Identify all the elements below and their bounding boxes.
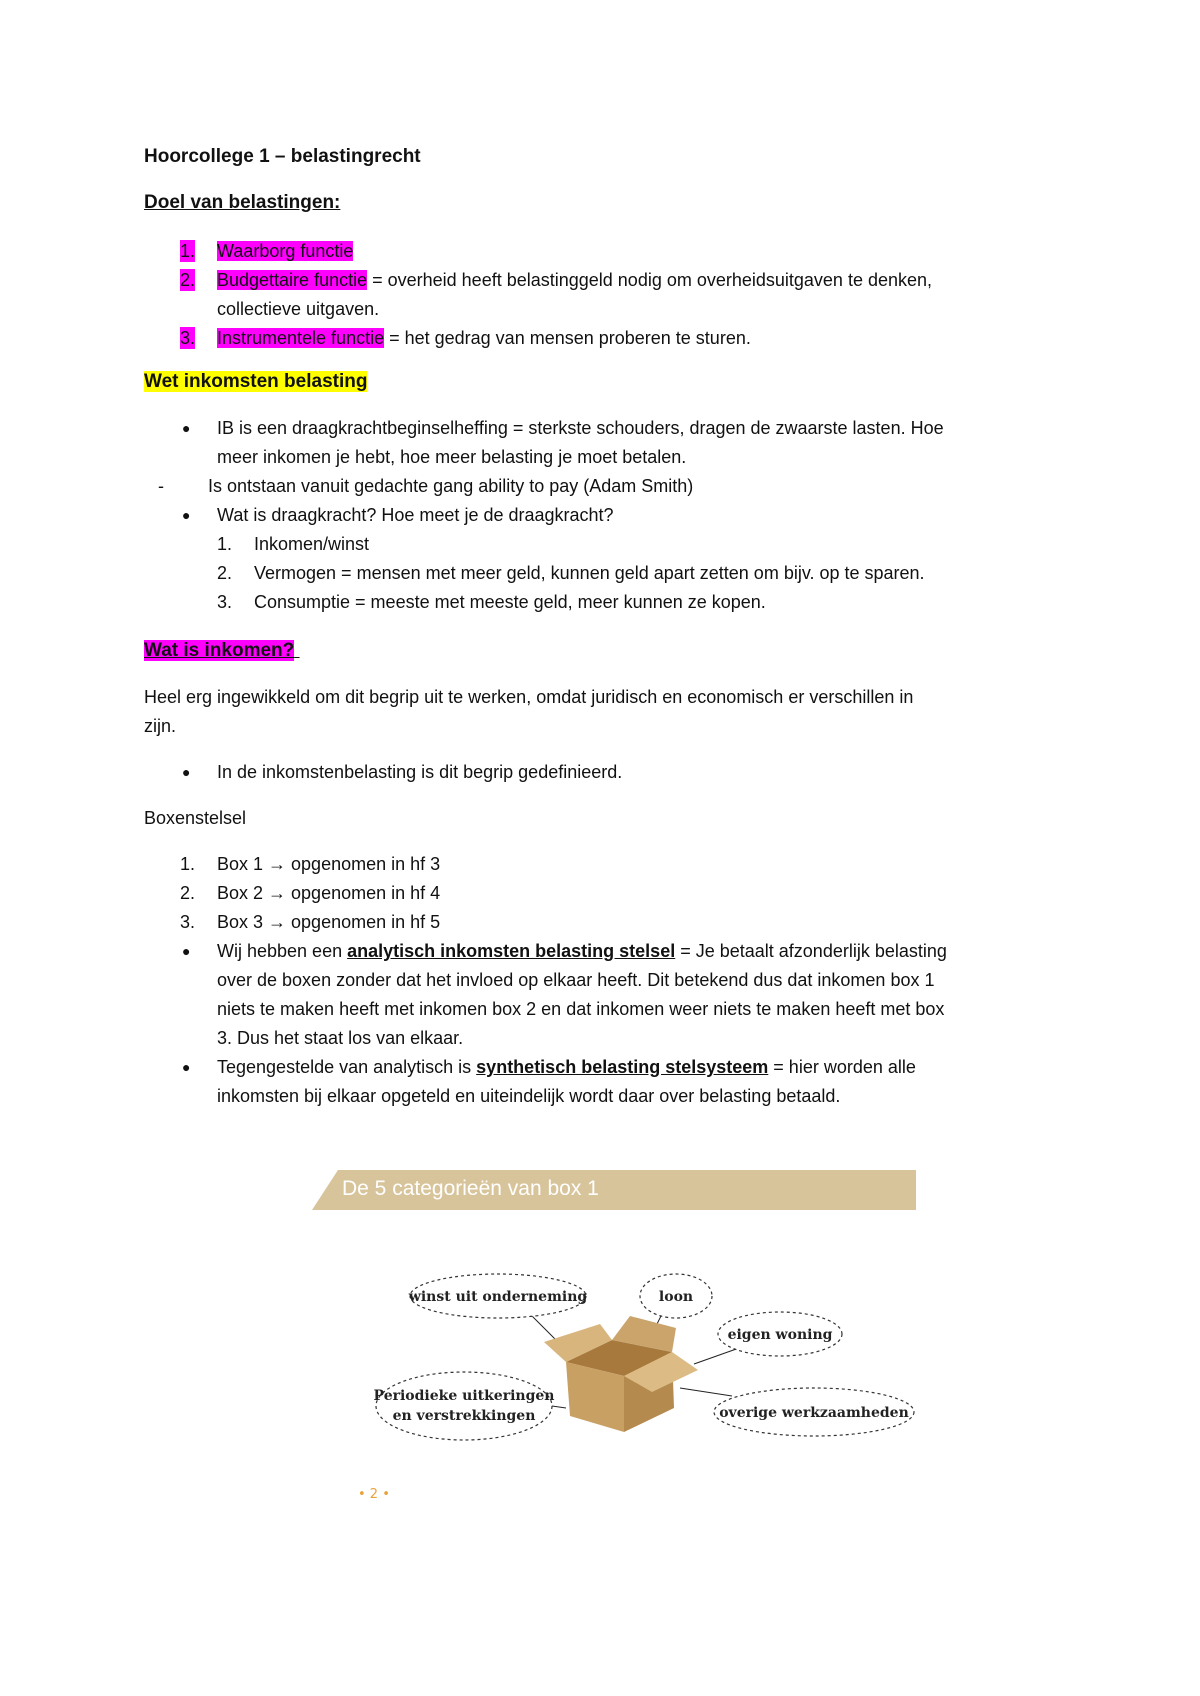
wet-sub-1-number: 1. <box>217 534 233 554</box>
doel-item-1-label: Waarborg functie <box>217 241 354 261</box>
boxen-item-3: Box 3 → opgenomen in hf 5 <box>217 912 441 932</box>
figure-diagram <box>312 1170 920 1510</box>
bubble-periodiek <box>374 1372 555 1440</box>
boxen-bullet-2-line-2: inkomsten bij elkaar opgeteld en uiteindelijk wordt daar over belasting betaald. <box>217 1086 841 1106</box>
inkomen-paragraph-line-2: zijn. <box>144 716 177 736</box>
bubble-woning <box>718 1312 842 1356</box>
inkomen-paragraph-line-1: Heel erg ingewikkeld om dit begrip uit te werken, omdat juridisch en economisch er verschillen in <box>144 687 914 707</box>
figure-title: De 5 categorieën van box 1 <box>342 1177 599 1200</box>
bubble-woning-text: eigen woning <box>727 1327 833 1343</box>
dash-mark: - <box>158 476 164 496</box>
doel-item-2 <box>217 269 932 291</box>
bubble-periodiek-text-1: Periodieke uitkeringen <box>373 1388 555 1404</box>
wet-bullet-1-line-2: meer inkomen je hebt, hoe meer belasting je moet betalen. <box>217 447 687 467</box>
wet-sub-3: Consumptie = meeste met meeste geld, meer kunnen ze kopen. <box>254 592 766 612</box>
doel-item-1-number: 1. <box>180 241 196 261</box>
doel-heading: Doel van belastingen: <box>144 192 341 213</box>
bubble-overige <box>714 1388 914 1436</box>
boxen-item-3-number: 3. <box>180 912 196 932</box>
page-title: Hoorcollege 1 – belastingrecht <box>144 146 421 167</box>
slide-page-number: • 2 • <box>358 1487 390 1502</box>
boxen-item-2-number: 2. <box>180 883 196 903</box>
wet-sub-2: Vermogen = mensen met meer geld, kunnen geld apart zetten om bijv. op te sparen. <box>254 563 925 583</box>
boxen-bullet-1-line-3: niets te maken heeft met inkomen box 2 en dat inkomen weer niets te maken heeft met box <box>217 999 945 1019</box>
doel-item-3-rest: = het gedrag van mensen proberen te sturen. <box>384 328 751 348</box>
doel-item-3 <box>217 327 751 349</box>
doel-item-3-number: 3. <box>180 328 196 348</box>
boxen-bullet-1-line-1 <box>217 940 947 962</box>
wet-bullet-1-line-1: IB is een draagkrachtbeginselheffing = sterkste schouders, dragen de zwaarste lasten. Hoe <box>217 418 944 438</box>
bullet-icon: ● <box>182 420 191 436</box>
boxen-item-1: Box 1 → opgenomen in hf 3 <box>217 854 441 874</box>
doel-item-2-number: 2. <box>180 270 196 290</box>
wet-bullet-2: Wat is draagkracht? Hoe meet je de draagkracht? <box>217 505 614 525</box>
wet-sub-2-number: 2. <box>217 563 233 583</box>
bubble-periodiek-text-2: en verstrekkingen <box>392 1408 536 1424</box>
doel-item-2-rest: = overheid heeft belastinggeld nodig om overheidsuitgaven te denken, <box>367 270 933 290</box>
bubble-loon <box>640 1274 712 1318</box>
wet-heading <box>144 371 367 393</box>
doel-item-2-continuation: collectieve uitgaven. <box>217 299 380 319</box>
boxen-item-2: Box 2 → opgenomen in hf 4 <box>217 883 441 903</box>
connector-overige <box>680 1388 732 1396</box>
boxen-bullet-1-line-2: over de boxen zonder dat het invloed op elkaar heeft. Dit betekend dus dat inkomen box 1 <box>217 970 935 990</box>
wet-heading-text: Wet inkomsten belasting <box>144 371 368 392</box>
inkomen-heading <box>144 640 300 662</box>
boxen-bullet-2-pre: Tegengestelde van analytisch is <box>217 1057 477 1077</box>
boxen-bullet-2-line-1 <box>217 1056 916 1078</box>
synthetisch-term: synthetisch belasting stelsysteem <box>476 1057 769 1077</box>
bullet-icon: ● <box>182 943 191 959</box>
boxen-bullet-1-post: = Je betaalt afzonderlijk belasting <box>675 941 947 961</box>
bubble-winst-text: winst uit onderneming <box>408 1289 588 1305</box>
analytisch-term: analytisch inkomsten belasting stelsel <box>347 941 676 961</box>
wet-sub-1: Inkomen/winst <box>254 534 370 554</box>
wet-sub-3-number: 3. <box>217 592 233 612</box>
bullet-icon: ● <box>182 1059 191 1075</box>
doel-item-2-label: Budgettaire functie <box>217 270 368 290</box>
bubble-winst <box>408 1274 588 1318</box>
boxen-bullet-2-post: = hier worden alle <box>768 1057 916 1077</box>
bubble-loon-text: loon <box>658 1289 694 1305</box>
inkomen-heading-text: Wat is inkomen? <box>144 640 295 661</box>
boxen-heading: Boxenstelsel <box>144 808 247 828</box>
wet-dash-item: Is ontstaan vanuit gedachte gang ability to pay (Adam Smith) <box>208 476 694 496</box>
box1-categories-figure <box>312 1170 920 1510</box>
boxen-bullet-1-line-4: 3. Dus het staat los van elkaar. <box>217 1028 464 1048</box>
doel-item-1 <box>217 240 353 262</box>
cardboard-box-icon <box>544 1316 698 1432</box>
inkomen-bullet: In de inkomstenbelasting is dit begrip gedefinieerd. <box>217 762 623 782</box>
boxen-bullet-1-pre: Wij hebben een <box>217 941 348 961</box>
boxen-item-1-number: 1. <box>180 854 196 874</box>
doel-item-3-label: Instrumentele functie <box>217 328 385 348</box>
bullet-icon: ● <box>182 764 191 780</box>
bullet-icon: ● <box>182 507 191 523</box>
bubble-overige-text: overige werkzaamheden <box>719 1405 909 1421</box>
